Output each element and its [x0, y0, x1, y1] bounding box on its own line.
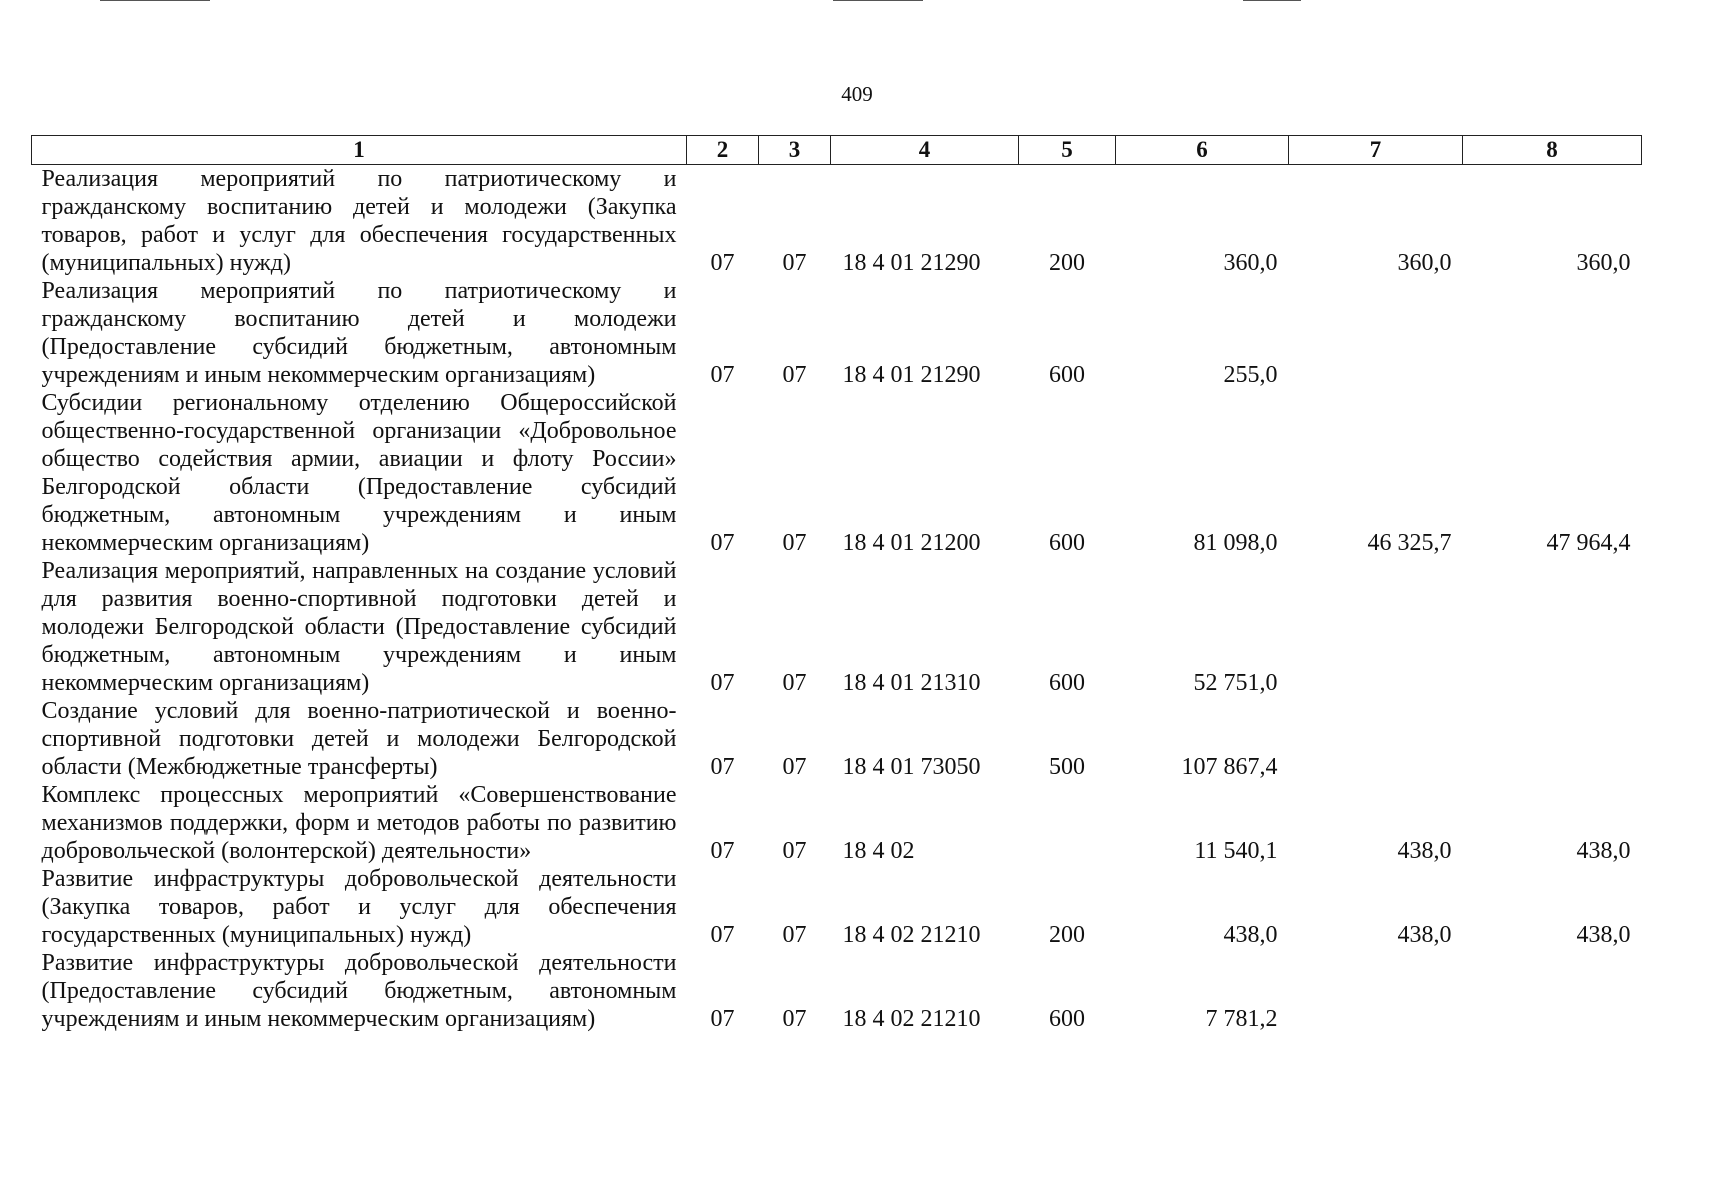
column-header: 6: [1116, 136, 1289, 165]
table-row: [32, 949, 1642, 1033]
amount-col-8: [1463, 697, 1642, 781]
column-header: 5: [1019, 136, 1116, 165]
expense-type-code: [1019, 781, 1116, 865]
subsection-code: 07: [782, 754, 807, 780]
section-code: 07: [710, 1006, 735, 1032]
amount-col-8: 438,0: [1576, 838, 1631, 864]
target-article-code: 18 4 01 21310: [842, 670, 981, 696]
table-row: [32, 277, 1642, 389]
section-code: 07: [710, 754, 735, 780]
column-header: 1: [32, 136, 687, 165]
column-header: 2: [687, 136, 759, 165]
expense-type-code: 500: [1049, 754, 1085, 780]
target-article-code: 18 4 01 21200: [842, 530, 981, 556]
section-code: 07: [710, 838, 735, 864]
subsection-code: 07: [782, 250, 807, 276]
amount-col-6: 7 781,2: [1205, 1006, 1278, 1032]
row-name: Развитие инфраструктуры добровольческой деятельности (Закупка товаров, работ и услуг для обеспечения государственных (муниципальных) нужд): [41, 866, 677, 948]
row-name: Реализация мероприятий по патриотическому и гражданскому воспитанию детей и молодежи (Предоставление субсидий бюджетным, автономным учреждениям и иным некоммерческим организациям): [41, 278, 677, 388]
expense-type-code: 600: [1049, 1006, 1085, 1032]
target-article-code: 18 4 02: [842, 838, 915, 864]
amount-col-6: 360,0: [1223, 250, 1278, 276]
expense-type-code: 600: [1049, 530, 1085, 556]
page-number: 409: [841, 82, 873, 106]
target-article-code: 18 4 01 21290: [842, 250, 981, 276]
section-code: 07: [710, 670, 735, 696]
amount-col-8: 360,0: [1576, 250, 1631, 276]
amount-col-7: [1289, 557, 1463, 697]
row-name: Реализация мероприятий по патриотическому и гражданскому воспитанию детей и молодежи (Закупка товаров, работ и услуг для обеспечения государственных (муниципальных) нужд): [41, 166, 677, 276]
amount-col-8: 438,0: [1576, 922, 1631, 948]
expense-type-code: 600: [1049, 362, 1085, 388]
amount-col-7: 46 325,7: [1367, 530, 1452, 556]
section-code: 07: [710, 530, 735, 556]
row-name: Субсидии региональному отделению Общероссийской общественно-государственной организации «Добровольное общество содействия армии, авиации и флоту России» Белгородской области (Предоставление субсидий бюджетным, автономным учреждениям и иным некоммерческим организациям): [41, 390, 677, 556]
scan-artifact-line: [1243, 0, 1301, 1]
amount-col-6: 438,0: [1223, 922, 1278, 948]
section-code: 07: [710, 922, 735, 948]
amount-col-8: 47 964,4: [1546, 530, 1631, 556]
table-header-row: [32, 136, 1642, 165]
section-code: 07: [710, 362, 735, 388]
column-header: 3: [759, 136, 831, 165]
table-row: [32, 165, 1642, 278]
amount-col-6: 52 751,0: [1193, 670, 1278, 696]
row-name: Реализация мероприятий, направленных на создание условий для развития военно-спортивной подготовки детей и молодежи Белгородской области (Предоставление субсидий бюджетным, автономным учреждениям и иным некоммерческим организациям): [41, 558, 677, 696]
row-name: Создание условий для военно-патриотической и военно-спортивной подготовки детей и молодежи Белгородской области (Межбюджетные трансферты): [41, 698, 677, 780]
amount-col-6: 11 540,1: [1194, 838, 1278, 864]
expense-type-code: 200: [1049, 250, 1085, 276]
amount-col-7: [1289, 277, 1463, 389]
subsection-code: 07: [782, 362, 807, 388]
target-article-code: 18 4 02 21210: [842, 1006, 981, 1032]
expense-type-code: 600: [1049, 670, 1085, 696]
subsection-code: 07: [782, 922, 807, 948]
column-header: 8: [1463, 136, 1642, 165]
table-row: [32, 865, 1642, 949]
target-article-code: 18 4 01 21290: [842, 362, 981, 388]
amount-col-7: 438,0: [1397, 922, 1452, 948]
table-row: [32, 697, 1642, 781]
subsection-code: 07: [782, 670, 807, 696]
column-header: 7: [1289, 136, 1463, 165]
amount-col-7: [1289, 949, 1463, 1033]
column-header: 4: [831, 136, 1019, 165]
amount-col-7: 360,0: [1397, 250, 1452, 276]
amount-col-8: [1463, 949, 1642, 1033]
scan-artifact-line: [833, 0, 923, 1]
scan-artifact-line: [100, 0, 210, 1]
section-code: 07: [710, 250, 735, 276]
amount-col-8: [1463, 557, 1642, 697]
subsection-code: 07: [782, 530, 807, 556]
amount-col-6: 255,0: [1223, 362, 1278, 388]
amount-col-6: 81 098,0: [1193, 530, 1278, 556]
table-row: [32, 389, 1642, 557]
target-article-code: 18 4 01 73050: [842, 754, 981, 780]
amount-col-8: [1463, 277, 1642, 389]
amount-col-7: 438,0: [1397, 838, 1452, 864]
amount-col-7: [1289, 697, 1463, 781]
table-row: [32, 781, 1642, 865]
table-row: [32, 557, 1642, 697]
row-name: Комплекс процессных мероприятий «Совершенствование механизмов поддержки, форм и методов работы по развитию добровольческой (волонтерской) деятельности»: [41, 782, 677, 864]
expense-type-code: 200: [1049, 922, 1085, 948]
budget-table: [31, 135, 1642, 1033]
subsection-code: 07: [782, 838, 807, 864]
target-article-code: 18 4 02 21210: [842, 922, 981, 948]
amount-col-6: 107 867,4: [1181, 754, 1278, 780]
subsection-code: 07: [782, 1006, 807, 1032]
row-name: Развитие инфраструктуры добровольческой деятельности (Предоставление субсидий бюджетным, автономным учреждениям и иным некоммерческим организациям): [41, 950, 677, 1032]
